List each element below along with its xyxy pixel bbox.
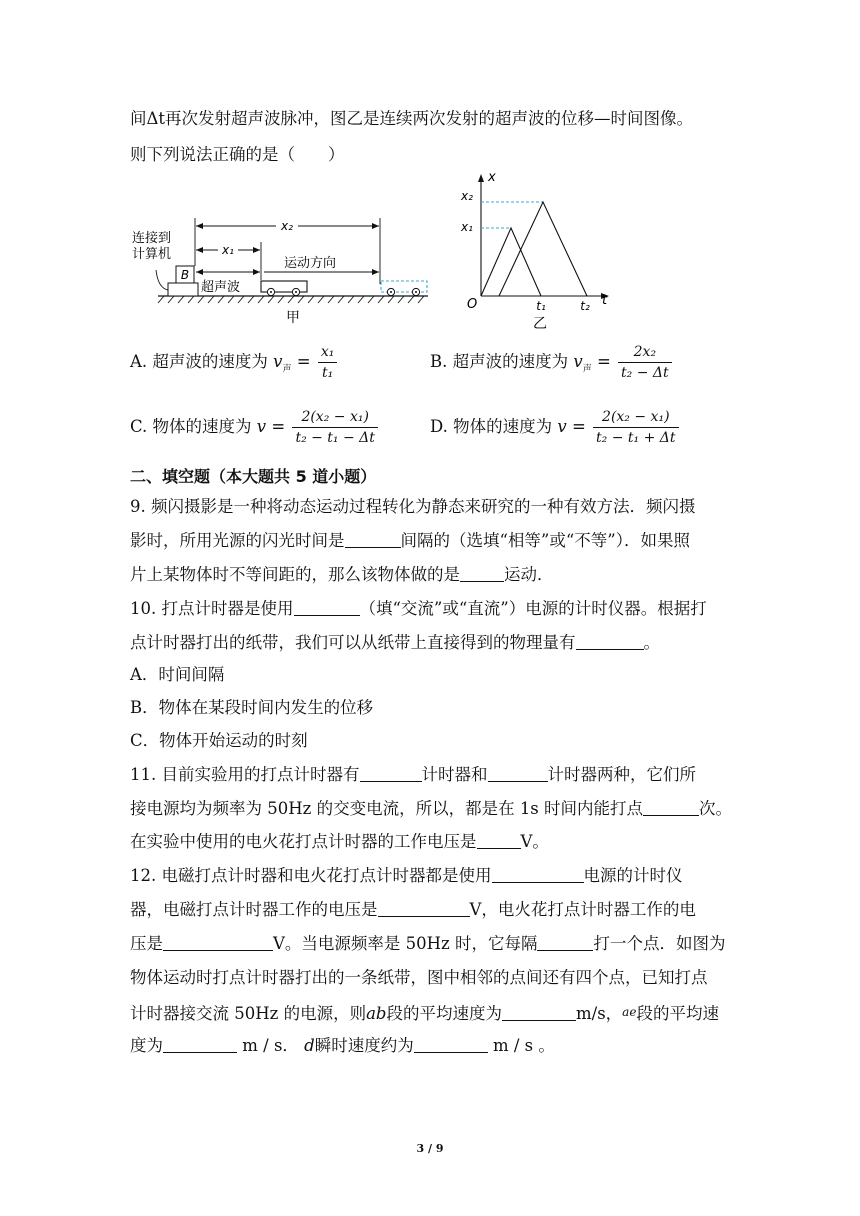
q10-option-B[interactable]: B．物体在某段时间内发生的位移: [130, 698, 374, 717]
q12-line-3: 压是 V。当电源频率是 50Hz 时，它每隔 打一个点．如图为: [130, 934, 726, 953]
option-A-numerator: x₁: [318, 343, 338, 363]
tick-x2: x₂: [461, 189, 473, 203]
q10-blank-2[interactable]: [576, 633, 644, 650]
label-x2: x₂: [281, 219, 293, 233]
q9-blank-2[interactable]: [460, 565, 504, 582]
q9-line-1: 9. 频闪摄影是一种将动态运动过程转化为静态来研究的一种有效方法．频闪摄: [130, 497, 696, 516]
caption-yi: 乙: [533, 316, 547, 330]
tick-t2: t₂: [580, 299, 590, 313]
q9-line-2: 影时，所用光源的闪光时间是 间隔的（选填“相等”或“不等”）．如果照: [130, 531, 690, 550]
q11-line-1: 11. 目前实验用的打点计时器有 计时器和 计时器两种，它们所: [130, 765, 696, 784]
q9-blank-1[interactable]: [345, 531, 401, 548]
intro-line-2: 则下列说法正确的是（ ）: [130, 145, 345, 164]
q11-blank-3[interactable]: [643, 799, 699, 816]
q12-line-6: 度为 m / s． d瞬时速度约为 m / s 。: [130, 1036, 555, 1055]
q11-blank-2[interactable]: [488, 765, 548, 782]
label-B: B: [180, 268, 190, 282]
caption-jia: 甲: [286, 310, 300, 326]
origin-label: O: [467, 297, 478, 312]
q12-line-5: 计时器接交流 50Hz 的电源，则ab段的平均速度为 m/s，ae段的平均速: [130, 1004, 719, 1023]
tick-x1: x₁: [461, 220, 473, 234]
option-D-numerator: 2(x₂ − x₁): [593, 408, 678, 428]
label-connect-1: 连接到: [132, 231, 172, 246]
figure-yi: [455, 168, 625, 330]
q10-option-A[interactable]: A．时间间隔: [130, 665, 225, 684]
q12-line-4: 物体运动时打点计时器打出的一条纸带，图中相邻的点间还有四个点，已知打点: [130, 968, 708, 987]
q12-line-2: 器，电磁打点计时器工作的电压是 V，电火花打点计时器工作的电: [130, 900, 696, 919]
section-heading: 二、填空题（本大题共 5 道小题）: [130, 467, 377, 486]
q11-line-3: 在实验中使用的电火花打点计时器的工作电压是 V。: [130, 832, 549, 851]
q10-line-1: 10. 打点计时器是使用 （填“交流”或“直流”）电源的计时仪器。根据打: [130, 599, 707, 618]
tick-t1: t₁: [536, 299, 546, 313]
q10-blank-1[interactable]: [294, 599, 360, 616]
intro-line-1: 间Δt再次发射超声波脉冲，图乙是连续两次发射的超声波的位移—时间图像。: [130, 109, 694, 128]
axis-t-label: t: [602, 293, 608, 308]
option-B-numerator: 2x₂: [618, 343, 672, 363]
q12-blank-1[interactable]: [492, 866, 584, 883]
q12-blank-2[interactable]: [378, 900, 470, 917]
option-D[interactable]: D. 物体的速度为 v = $\frac{\text{2(x₂ − x₁)}}{\text{t₂ − t₁ + Δt}}$: [430, 408, 681, 447]
q12-blank-7[interactable]: [414, 1036, 488, 1053]
option-A[interactable]: A. 超声波的速度为 $v_声$ = $\frac{\text{x₁}}{\text{t₁}}$: [130, 343, 339, 382]
page-number: 3 / 9: [416, 1142, 444, 1155]
q9-line-3: 片上某物体时不等间距的，那么该物体做的是 运动．: [130, 565, 554, 584]
option-C-numerator: 2(x₂ − x₁): [292, 408, 377, 428]
label-wave: 超声波: [201, 280, 241, 295]
q10-line-2: 点计时器打出的纸带，我们可以从纸带上直接得到的物理量有 。: [130, 633, 660, 652]
q12-blank-5[interactable]: [502, 1004, 576, 1021]
option-B-denominator: t₂ − Δt: [621, 365, 669, 381]
q12-line-1: 12. 电磁打点计时器和电火花打点计时器都是使用 电源的计时仪: [130, 866, 683, 885]
option-C-denominator: t₂ − t₁ − Δt: [295, 430, 375, 446]
figure-jia: [128, 190, 438, 330]
q11-blank-4[interactable]: [477, 832, 521, 849]
label-connect-2: 计算机: [132, 247, 172, 262]
label-x1: x₁: [222, 243, 234, 257]
q11-line-2: 接电源均为频率为 50Hz 的交变电流，所以，都是在 1s 时间内能打点 次。: [130, 799, 733, 818]
option-B[interactable]: B. 超声波的速度为 $v_声$ = $\frac{\text{2x₂}}{\text{t₂ − Δt}}$: [430, 343, 674, 382]
q11-blank-1[interactable]: [360, 765, 422, 782]
q12-blank-4[interactable]: [537, 934, 593, 951]
option-A-denominator: t₁: [321, 365, 334, 381]
axis-x-label: x: [488, 170, 496, 185]
option-D-denominator: t₂ − t₁ + Δt: [596, 430, 676, 446]
label-direction: 运动方向: [284, 256, 337, 271]
q10-option-C[interactable]: C．物体开始运动的时刻: [130, 731, 308, 750]
q12-blank-3[interactable]: [163, 934, 273, 951]
q12-blank-6[interactable]: [163, 1036, 237, 1053]
option-C[interactable]: C. 物体的速度为 v = $\frac{\text{2(x₂ − x₁)}}{\text{t₂ − t₁ − Δt}}$: [130, 408, 380, 447]
